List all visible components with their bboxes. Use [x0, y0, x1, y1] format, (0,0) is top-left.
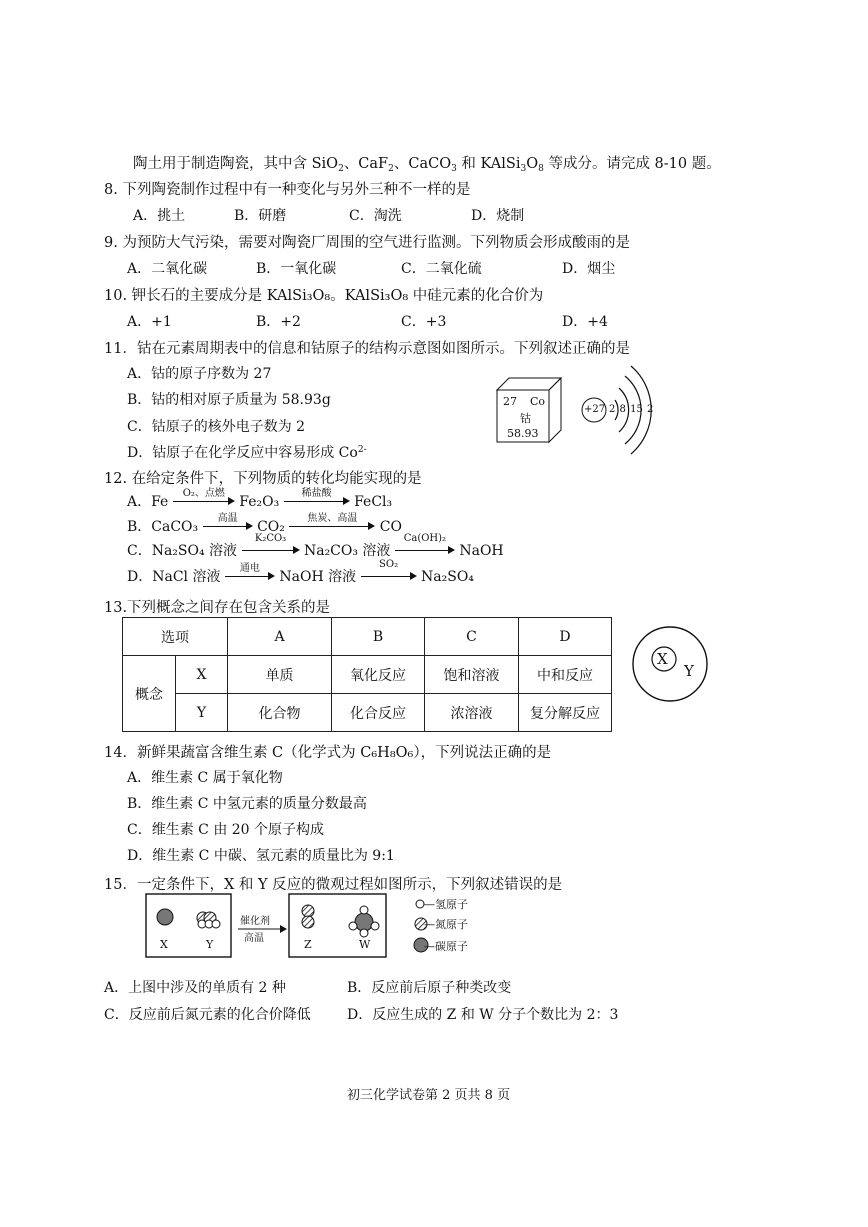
table-header-cell: D	[519, 618, 612, 656]
q9-stem: 9. 为预防大气污染，需要对陶瓷厂周围的空气进行监测。下列物质会形成酸雨的是	[104, 235, 630, 251]
condition-label: 通电	[239, 563, 260, 574]
table-cell: 单质	[228, 656, 332, 694]
condition-label: 焦炭、高温	[307, 513, 358, 524]
table-cell: 化合物	[228, 694, 332, 732]
q10-stem: 10. 钾长石的主要成分是 KAlSi₃O₈。KAlSi₃O₈ 中硅元素的化合价为	[104, 288, 544, 304]
condition-label: 稀盐酸	[301, 488, 332, 499]
q10-option-a[interactable]: A．+1	[127, 314, 172, 330]
table-cell: X	[176, 656, 228, 694]
q12-option-c[interactable]: C．Na₂SO₄ 溶液 K₂CO₃ Na₂CO₃ 溶液 Ca(OH)₂ NaOH	[127, 533, 504, 559]
q10-option-b[interactable]: B．+2	[256, 314, 301, 330]
condition-label: K₂CO₃	[254, 533, 287, 544]
condition-label: 高温	[217, 513, 238, 524]
venn-outer-label: Y	[684, 662, 694, 680]
venn-diagram	[630, 624, 712, 706]
cobalt-symbol: Co	[530, 395, 546, 408]
concept-table	[122, 617, 612, 732]
reaction-diagram	[145, 893, 395, 959]
condition-label: O₂、点燃	[182, 488, 225, 499]
legend-hydrogen: —氢原子	[424, 898, 468, 911]
q15-option-b[interactable]: B．反应前后原子种类改变	[347, 980, 512, 996]
condition-label: SO₂	[379, 559, 399, 570]
q14-option-c[interactable]: C．维生素 C 由 20 个原子构成	[127, 822, 325, 838]
q11-option-a[interactable]: A．钴的原子序数为 27	[127, 366, 272, 382]
table-cell: 复分解反应	[519, 694, 612, 732]
legend-nitrogen: —氮原子	[424, 918, 468, 931]
q9-option-d[interactable]: D．烟尘	[562, 261, 616, 277]
table-cell: 化合反应	[332, 694, 425, 732]
table-header-cell: A	[228, 618, 332, 656]
cobalt-nucleus: +27	[584, 404, 606, 415]
q15-stem: 15．一定条件下，X 和 Y 反应的微观过程如图所示，下列叙述错误的是	[104, 877, 563, 893]
q13-stem: 13.下列概念之间存在包含关系的是	[104, 600, 331, 616]
table-cell: Y	[176, 694, 228, 732]
table-header-cell: B	[332, 618, 425, 656]
page-footer: 初三化学试卷第 2 页共 8 页	[347, 1088, 511, 1103]
intro-text: 陶土用于制造陶瓷，其中含 SiO$_2$、CaF$_2$、CaCO$_3$ 和 $KAlSi_3O_8$ 等成分。请完成 8-10 题。	[133, 156, 721, 174]
q14-option-b[interactable]: B．维生素 C 中氢元素的质量分数最高	[127, 796, 367, 812]
q11-option-c[interactable]: C．钴原子的核外电子数为 2	[127, 419, 306, 435]
label-y: Y	[206, 938, 214, 951]
q9-option-b[interactable]: B．一氧化碳	[256, 261, 337, 277]
q12-option-d[interactable]: D．NaCl 溶液 通电 NaOH 溶液 SO₂ Na₂SO₄	[127, 559, 474, 585]
label-z: Z	[304, 938, 312, 951]
q14-option-d[interactable]: D．维生素 C 中碳、氢元素的质量比为 9:1	[127, 848, 395, 864]
cobalt-atomic-number: 27	[503, 395, 517, 408]
q12-stem: 12. 在给定条件下，下列物质的转化均能实现的是	[104, 471, 422, 487]
q8-option-b[interactable]: B．研磨	[234, 208, 287, 224]
concept-label: 概念	[123, 656, 176, 732]
q15-option-a[interactable]: A．上图中涉及的单质有 2 种	[104, 980, 286, 996]
catalyst-label: 催化剂	[240, 916, 270, 927]
table-cell: 中和反应	[519, 656, 612, 694]
q8-option-c[interactable]: C．淘洗	[349, 208, 402, 224]
cobalt-mass: 58.93	[507, 427, 539, 440]
q8-option-d[interactable]: D．烧制	[471, 208, 525, 224]
q8-stem: 8. 下列陶瓷制作过程中有一种变化与另外三种不一样的是	[104, 182, 471, 198]
q9-option-c[interactable]: C．二氧化硫	[401, 261, 482, 277]
q10-option-d[interactable]: D．+4	[562, 314, 608, 330]
table-header-cell: 选项	[123, 618, 228, 656]
condition-label: Ca(OH)₂	[403, 533, 447, 544]
q14-stem: 14．新鲜果蔬富含维生素 C（化学式为 C₆H₈O₆），下列说法正确的是	[104, 745, 552, 761]
q14-option-a[interactable]: A．维生素 C 属于氧化物	[127, 770, 283, 786]
q10-option-c[interactable]: C．+3	[401, 314, 447, 330]
q15-option-c[interactable]: C．反应前后氮元素的化合价降低	[104, 1007, 311, 1023]
legend-carbon: —碳原子	[424, 940, 468, 953]
q12-option-a[interactable]: A．Fe O₂、点燃 Fe₂O₃ 稀盐酸 FeCl₃	[127, 490, 392, 511]
q9-option-a[interactable]: A．二氧化碳	[127, 261, 208, 277]
q8-option-a[interactable]: A．挑土	[133, 208, 186, 224]
q15-option-d[interactable]: D．反应生成的 Z 和 W 分子个数比为 2：3	[347, 1007, 619, 1023]
q11-option-d[interactable]: D．钴原子在化学反应中容易形成 $Co^{2-}$	[127, 445, 367, 461]
carbon-atom	[157, 909, 173, 925]
table-cell: 氧化反应	[332, 656, 425, 694]
cobalt-name: 钴	[520, 412, 531, 425]
q11-stem: 11．钴在元素周期表中的信息和钴原子的结构示意图如图所示。下列叙述正确的是	[104, 341, 630, 357]
q12-option-b[interactable]: B．CaCO₃ 高温 CO₂ 焦炭、高温 CO	[127, 515, 402, 536]
label-x: X	[160, 938, 168, 951]
venn-inner-label: X	[657, 650, 668, 668]
table-cell: 饱和溶液	[425, 656, 519, 694]
temperature-label: 高温	[244, 933, 264, 944]
cobalt-electron-shells: 2 8 15 2	[609, 404, 654, 415]
table-header-cell: C	[425, 618, 519, 656]
q11-option-b[interactable]: B．钴的相对原子质量为 58.93g	[127, 392, 331, 408]
table-cell: 浓溶液	[425, 694, 519, 732]
label-w: W	[359, 938, 371, 951]
